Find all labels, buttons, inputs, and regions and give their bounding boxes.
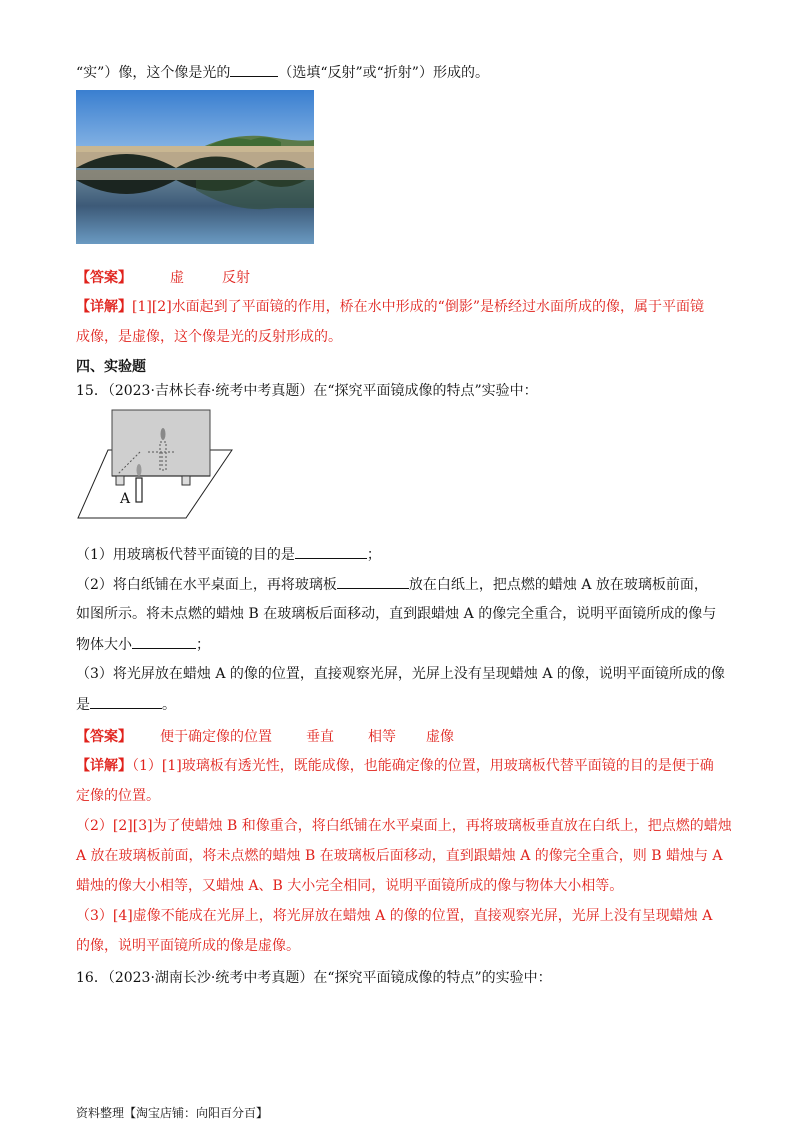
q15-detail-line-5: 蜡烛的像大小相等，又蜡烛 A、B 大小完全相同，说明平面镜所成的像与物体大小相等。 bbox=[76, 878, 624, 894]
answer-1: 虚 bbox=[170, 270, 184, 286]
q15-p3-blank bbox=[90, 694, 162, 709]
answer-4: 虚像 bbox=[426, 729, 454, 745]
q15-p2-text-b: 放在白纸上，把点燃的蜡烛 A 放在玻璃板前面， bbox=[408, 577, 708, 593]
q15-p2-line3-text: 物体大小 bbox=[76, 637, 132, 653]
q14-stem-tail bbox=[76, 62, 489, 83]
q15-p3-line2-text: 是 bbox=[76, 697, 90, 713]
q15-part-2-line-1 bbox=[76, 574, 708, 595]
q15-p2-text: （2）将白纸铺在水平桌面上，再将玻璃板 bbox=[76, 577, 337, 593]
q15-detail-line-6: （3）[4]虚像不能成在光屏上，将光屏放在蜡烛 A 的像的位置，直接观察光屏，光屏上没有呈现蜡烛 A bbox=[76, 908, 713, 924]
q15-part-2-line-2: 如图所示。将未点燃的蜡烛 B 在玻璃板后面移动，直到跟蜡烛 A 的像完全重合，说明平面镜所成的像与 bbox=[76, 606, 717, 622]
q14-text-1: “实”）像，这个像是光的 bbox=[76, 65, 231, 81]
bridge-reflection-photo bbox=[76, 90, 314, 244]
q15-detail-line-3: （2）[2][3]为了使蜡烛 B 和像重合，将白纸铺在水平桌面上，再将玻璃板垂直放在白纸上，把点燃的蜡烛 bbox=[76, 818, 732, 834]
detail-label: 【详解】 bbox=[76, 758, 132, 774]
q15-number: 15． bbox=[76, 383, 108, 399]
q14-blank bbox=[230, 62, 278, 77]
candle-a-label: A bbox=[120, 491, 131, 507]
q16-stem bbox=[76, 968, 552, 988]
q15-stem bbox=[76, 381, 538, 401]
q15-p2-line3-blank bbox=[132, 634, 196, 649]
q15-p1-end: ； bbox=[366, 547, 381, 563]
section-heading: 四、实验题 bbox=[76, 359, 146, 375]
q15-answer bbox=[76, 727, 454, 747]
q14-answer bbox=[76, 268, 250, 288]
q15-detail-line-2: 定像的位置。 bbox=[76, 788, 160, 804]
answer-1: 便于确定像的位置 bbox=[160, 729, 272, 745]
mirror-experiment-diagram bbox=[76, 408, 236, 520]
q15-p1-blank bbox=[295, 544, 367, 559]
q16-number: 16． bbox=[76, 970, 108, 986]
answer-label: 【答案】 bbox=[76, 270, 132, 286]
q15-p2-blank bbox=[337, 574, 409, 589]
q15-p3-end: 。 bbox=[162, 697, 176, 713]
q15-stem-text: （2023·吉林长春·统考中考真题）在“探究平面镜成像的特点”实验中： bbox=[107, 383, 538, 399]
answer-2: 垂直 bbox=[306, 729, 334, 745]
footer-source: 资料整理【淘宝店铺：向阳百分百】 bbox=[76, 1106, 269, 1120]
q14-text-2: （选填“反射”或“折射”）形成的。 bbox=[278, 65, 489, 81]
q15-detail-line-7: 的像，说明平面镜所成的像是虚像。 bbox=[76, 938, 300, 954]
answer-label: 【答案】 bbox=[76, 729, 132, 745]
q15-p1-text: （1）用玻璃板代替平面镜的目的是 bbox=[76, 547, 295, 563]
answer-3: 相等 bbox=[368, 729, 396, 745]
q15-part-2-line-3 bbox=[76, 634, 210, 655]
detail-text: （1）[1]玻璃板有透光性，既能成像，也能确定像的位置，用玻璃板代替平面镜的目的是便于确 bbox=[132, 758, 714, 774]
q15-p2-line3-end: ； bbox=[196, 637, 210, 653]
q14-detail-line-2: 成像，是虚像，这个像是光的反射形成的。 bbox=[76, 329, 342, 345]
q15-part-3-line-1: （3）将光屏放在蜡烛 A 的像的位置，直接观察光屏，光屏上没有呈现蜡烛 A 的像，说明平面镜所成的像 bbox=[76, 666, 725, 682]
q15-part-1 bbox=[76, 544, 381, 565]
q15-part-3-line-2 bbox=[76, 694, 176, 715]
detail-label: 【详解】 bbox=[76, 299, 132, 315]
q16-stem-text: （2023·湖南长沙·统考中考真题）在“探究平面镜成像的特点”的实验中： bbox=[107, 970, 552, 986]
q14-detail-line-1 bbox=[76, 297, 704, 317]
q15-detail-line-4: A 放在玻璃板前面，将未点燃的蜡烛 B 在玻璃板后面移动，直到跟蜡烛 A 的像完全重合，则 B 蜡烛与 A bbox=[76, 848, 723, 864]
detail-text: [1][2]水面起到了平面镜的作用，桥在水中形成的“倒影”是桥经过水面所成的像，属于平面镜 bbox=[132, 299, 704, 315]
answer-2: 反射 bbox=[222, 270, 250, 286]
q15-detail-line-1 bbox=[76, 756, 714, 776]
